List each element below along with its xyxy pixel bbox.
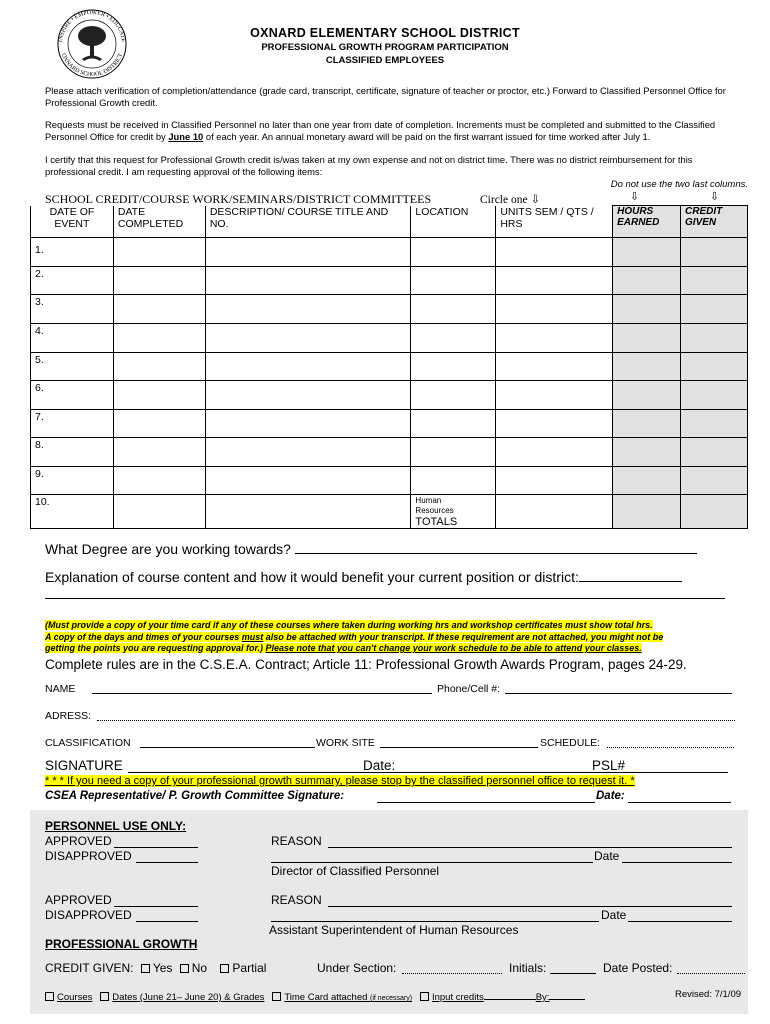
table-row bbox=[31, 238, 748, 267]
row-number-cell: 8. bbox=[31, 438, 114, 467]
location-cell[interactable] bbox=[411, 238, 496, 267]
explanation-input[interactable] bbox=[579, 571, 682, 582]
table-row bbox=[31, 467, 748, 495]
explanation-line[interactable] bbox=[45, 598, 725, 599]
summary-note: * * * If you need a copy of your professional growth summary, please stop by the classified personnel office to request it. * bbox=[45, 775, 635, 787]
partial-checkbox[interactable] bbox=[220, 964, 229, 973]
disapproved-input-2[interactable] bbox=[136, 921, 198, 922]
credit-given-cell[interactable] bbox=[681, 467, 748, 495]
units-cell[interactable] bbox=[496, 495, 613, 529]
csea-signature-label: CSEA Representative/ P. Growth Committee Signature: bbox=[45, 790, 345, 802]
date-completed-cell[interactable] bbox=[113, 467, 205, 495]
no-checkbox[interactable] bbox=[180, 964, 189, 973]
assistant-title: Assistant Superintendent of Human Resources bbox=[269, 923, 519, 937]
table-row bbox=[31, 267, 748, 295]
work-site-input[interactable] bbox=[380, 747, 538, 748]
units-cell[interactable] bbox=[496, 267, 613, 295]
description-cell[interactable] bbox=[205, 495, 411, 529]
description-cell[interactable] bbox=[205, 324, 411, 353]
description-cell[interactable] bbox=[205, 295, 411, 324]
units-cell[interactable] bbox=[496, 324, 613, 353]
header-units: UNITS SEM / QTS / HRS bbox=[496, 206, 613, 238]
row-number-cell: 10. bbox=[31, 495, 114, 529]
description-cell[interactable] bbox=[205, 353, 411, 381]
date-completed-cell[interactable] bbox=[113, 410, 205, 438]
approved-label-2: APPROVED bbox=[45, 893, 112, 907]
input-credits-checkbox[interactable] bbox=[420, 992, 429, 1001]
location-cell[interactable] bbox=[411, 438, 496, 467]
date-completed-cell[interactable] bbox=[113, 495, 205, 529]
hours-earned-cell[interactable] bbox=[613, 467, 681, 495]
row-number-cell: 1. bbox=[31, 238, 114, 267]
hours-earned-cell[interactable] bbox=[613, 295, 681, 324]
degree-question: What Degree are you working towards? bbox=[45, 541, 697, 557]
credit-given-cell[interactable] bbox=[681, 324, 748, 353]
psl-label: PSL# bbox=[592, 758, 626, 773]
section-title: SCHOOL CREDIT/COURSE WORK/SEMINARS/DISTRICT COMMITTEES bbox=[45, 192, 432, 206]
description-cell[interactable] bbox=[205, 438, 411, 467]
time-card-checkbox[interactable] bbox=[272, 992, 281, 1001]
rules-reference: Complete rules are in the C.S.E.A. Contract; Article 11: Professional Growth Awards Program, pages 24-29. bbox=[45, 657, 687, 672]
name-input[interactable] bbox=[92, 693, 432, 694]
row-number-cell: 5. bbox=[31, 353, 114, 381]
csea-date-input[interactable] bbox=[628, 802, 731, 803]
credit-given-cell[interactable] bbox=[681, 410, 748, 438]
description-cell[interactable] bbox=[205, 410, 411, 438]
signature-input[interactable] bbox=[128, 772, 728, 773]
credit-given-cell[interactable] bbox=[681, 438, 748, 467]
footer-checklist: Courses Dates (June 21– June 20) & Grades Time Card attached (if necessary) Input credits By: bbox=[45, 989, 585, 1003]
schedule-label: SCHEDULE: bbox=[540, 737, 601, 749]
units-cell[interactable] bbox=[496, 295, 613, 324]
date-posted-label: Date Posted: bbox=[603, 961, 673, 975]
description-cell[interactable] bbox=[205, 467, 411, 495]
approved-input-2[interactable] bbox=[114, 906, 198, 907]
requirements-notice: (Must provide a copy of your time card if any of these courses where taken during working hrs and workshop certificates must show total hrs. A copy of the days and times of your courses must also be attached with your transcript. If these requirement are not attached, you might not be getting the points you are requesting approval for.) Please note that you can't change your work schedule to be able to attend your classes. bbox=[45, 620, 664, 653]
location-cell[interactable] bbox=[411, 324, 496, 353]
csea-date-label: Date: bbox=[596, 790, 625, 802]
header-date-completed: DATE COMPLETED bbox=[113, 206, 205, 238]
location-cell[interactable] bbox=[411, 381, 496, 410]
hours-earned-cell[interactable] bbox=[613, 324, 681, 353]
credit-given-cell[interactable] bbox=[681, 238, 748, 267]
header-credit-given: CREDIT GIVEN bbox=[681, 206, 748, 238]
table-row bbox=[31, 353, 748, 381]
units-cell[interactable] bbox=[496, 467, 613, 495]
deadline-date: June 10 bbox=[168, 131, 204, 142]
name-label: NAME bbox=[45, 683, 76, 695]
address-input[interactable] bbox=[97, 720, 735, 721]
hours-earned-cell[interactable] bbox=[613, 438, 681, 467]
date-completed-cell[interactable] bbox=[113, 295, 205, 324]
table-header-row bbox=[31, 206, 748, 238]
credit-given-row: CREDIT GIVEN: Yes No Partial bbox=[45, 961, 267, 975]
location-cell[interactable] bbox=[411, 353, 496, 381]
units-cell[interactable] bbox=[496, 353, 613, 381]
professional-growth-heading: PROFESSIONAL GROWTH bbox=[45, 937, 198, 951]
csea-signature-input[interactable] bbox=[377, 802, 595, 803]
table-row bbox=[31, 410, 748, 438]
date-posted-input[interactable] bbox=[677, 973, 745, 974]
arrow-down-icon: ⇩ bbox=[710, 191, 720, 203]
revised-date: Revised: 7/1/09 bbox=[675, 989, 742, 1000]
hours-earned-cell[interactable] bbox=[613, 410, 681, 438]
units-cell[interactable] bbox=[496, 238, 613, 267]
form-subtitle: PROFESSIONAL GROWTH PROGRAM PARTICIPATION bbox=[261, 42, 509, 53]
yes-checkbox[interactable] bbox=[141, 964, 150, 973]
phone-input[interactable] bbox=[505, 693, 732, 694]
date-completed-cell[interactable] bbox=[113, 238, 205, 267]
form-subtitle-2: CLASSIFIED EMPLOYEES bbox=[325, 55, 445, 66]
hours-earned-cell[interactable] bbox=[613, 353, 681, 381]
director-date-label: Date bbox=[594, 849, 620, 863]
logo-ring-bottom: OXNARD SCHOOL DISTRICT bbox=[59, 52, 125, 79]
header-location: LOCATION bbox=[411, 206, 496, 238]
initials-input[interactable] bbox=[550, 973, 596, 974]
disapproved-label-2: DISAPPROVED bbox=[45, 908, 132, 922]
schedule-input[interactable] bbox=[607, 747, 734, 748]
work-site-label: WORK SITE bbox=[316, 737, 375, 749]
units-cell[interactable] bbox=[496, 381, 613, 410]
circle-one-label: Circle one ⇩ bbox=[480, 194, 541, 206]
totals-label: TOTALS bbox=[415, 516, 458, 528]
reason-input-2[interactable] bbox=[328, 906, 732, 907]
location-cell[interactable] bbox=[411, 267, 496, 295]
description-cell[interactable] bbox=[205, 238, 411, 267]
row-number-cell: 6. bbox=[31, 381, 114, 410]
location-cell[interactable] bbox=[411, 495, 496, 529]
classification-input[interactable] bbox=[140, 747, 315, 748]
date-completed-cell[interactable] bbox=[113, 324, 205, 353]
description-cell[interactable] bbox=[205, 381, 411, 410]
signature-date-label: Date: bbox=[363, 758, 396, 773]
table-row bbox=[31, 381, 748, 410]
under-section-label: Under Section: bbox=[317, 961, 397, 975]
personnel-heading: PERSONNEL USE ONLY: bbox=[45, 819, 187, 833]
date-completed-cell[interactable] bbox=[113, 438, 205, 467]
assistant-date-input[interactable] bbox=[628, 921, 732, 922]
credit-given-cell[interactable] bbox=[681, 267, 748, 295]
director-title: Director of Classified Personnel bbox=[271, 864, 440, 878]
address-label: ADRESS: bbox=[45, 710, 92, 722]
description-cell[interactable] bbox=[205, 267, 411, 295]
disapproved-input-1[interactable] bbox=[136, 862, 198, 863]
credit-given-cell[interactable] bbox=[681, 495, 748, 529]
table-row bbox=[31, 438, 748, 467]
course-table bbox=[30, 205, 748, 529]
approved-label-1: APPROVED bbox=[45, 834, 112, 848]
row-number-cell: 2. bbox=[31, 267, 114, 295]
form-title: OXNARD ELEMENTARY SCHOOL DISTRICT bbox=[250, 26, 520, 40]
table-row bbox=[31, 495, 748, 529]
director-date-input[interactable] bbox=[622, 862, 732, 863]
deadline-paragraph: Requests must be received in Classified Personnel no later than one year from date of completion. Increments must be completed and submitted to the Classified Personnel Office for credit by June 10 of each year. An annual monetary award will be paid on the first warrant issued for time worked after July 1. bbox=[45, 119, 716, 142]
location-cell[interactable] bbox=[411, 410, 496, 438]
under-section-input[interactable] bbox=[402, 973, 502, 974]
header-date-event: DATE OF EVENT bbox=[31, 206, 114, 238]
classification-label: CLASSIFICATION bbox=[45, 737, 131, 749]
hours-earned-cell[interactable] bbox=[613, 267, 681, 295]
logo-ring-top: INSPIRE • EMPOWER • EDUCATE bbox=[58, 9, 126, 43]
reason-input-1[interactable] bbox=[328, 847, 732, 848]
degree-input[interactable] bbox=[295, 543, 697, 554]
row-number-cell: 9. bbox=[31, 467, 114, 495]
personnel-use-section bbox=[30, 810, 748, 1014]
explanation-question: Explanation of course content and how it would benefit your current position or district: bbox=[45, 569, 682, 585]
arrow-down-icon: ⇩ bbox=[630, 191, 640, 203]
credit-given-cell[interactable] bbox=[681, 381, 748, 410]
hours-earned-cell[interactable] bbox=[613, 381, 681, 410]
row-number-cell: 3. bbox=[31, 295, 114, 324]
units-cell[interactable] bbox=[496, 438, 613, 467]
assistant-date-label: Date bbox=[601, 908, 627, 922]
dates-grades-checkbox[interactable] bbox=[100, 992, 109, 1001]
table-row bbox=[31, 295, 748, 324]
header-description: DESCRIPTION/ COURSE TITLE AND NO. bbox=[205, 206, 411, 238]
director-signature-input[interactable] bbox=[271, 862, 593, 863]
signature-label: SIGNATURE bbox=[45, 758, 123, 773]
disapproved-label-1: DISAPPROVED bbox=[45, 849, 132, 863]
date-completed-cell[interactable] bbox=[113, 353, 205, 381]
reason-label-2: REASON bbox=[271, 893, 322, 907]
credit-given-cell[interactable] bbox=[681, 353, 748, 381]
courses-checkbox[interactable] bbox=[45, 992, 54, 1001]
hours-earned-cell[interactable] bbox=[613, 238, 681, 267]
location-cell[interactable] bbox=[411, 295, 496, 324]
approved-input-1[interactable] bbox=[114, 847, 198, 848]
table-row bbox=[31, 324, 748, 353]
reason-label-1: REASON bbox=[271, 834, 322, 848]
date-completed-cell[interactable] bbox=[113, 267, 205, 295]
location-cell[interactable] bbox=[411, 467, 496, 495]
certification-paragraph: I certify that this request for Professional Growth credit is/was taken at my own expense and not on district time. There was no district reimbursement for this professional credit. I am requesting approval of the following items: bbox=[45, 154, 693, 177]
row-number-cell: 7. bbox=[31, 410, 114, 438]
row-number-cell: 4. bbox=[31, 324, 114, 353]
date-completed-cell[interactable] bbox=[113, 381, 205, 410]
assistant-signature-input[interactable] bbox=[271, 921, 599, 922]
hours-earned-cell[interactable] bbox=[613, 495, 681, 529]
initials-label: Initials: bbox=[509, 961, 547, 975]
units-cell[interactable] bbox=[496, 410, 613, 438]
human-resources-label: Human Resources bbox=[415, 496, 454, 515]
instructions-paragraph: Please attach verification of completion/attendance (grade card, transcript, certificate, signature of teacher or proctor, etc.) Forward to Classified Personnel Office for Professional Growth credit. bbox=[45, 85, 726, 108]
phone-label: Phone/Cell #: bbox=[437, 683, 501, 695]
columns-note: Do not use the two last columns. bbox=[610, 179, 748, 190]
header-hours-earned: HOURS EARNED bbox=[613, 206, 681, 238]
credit-given-cell[interactable] bbox=[681, 295, 748, 324]
